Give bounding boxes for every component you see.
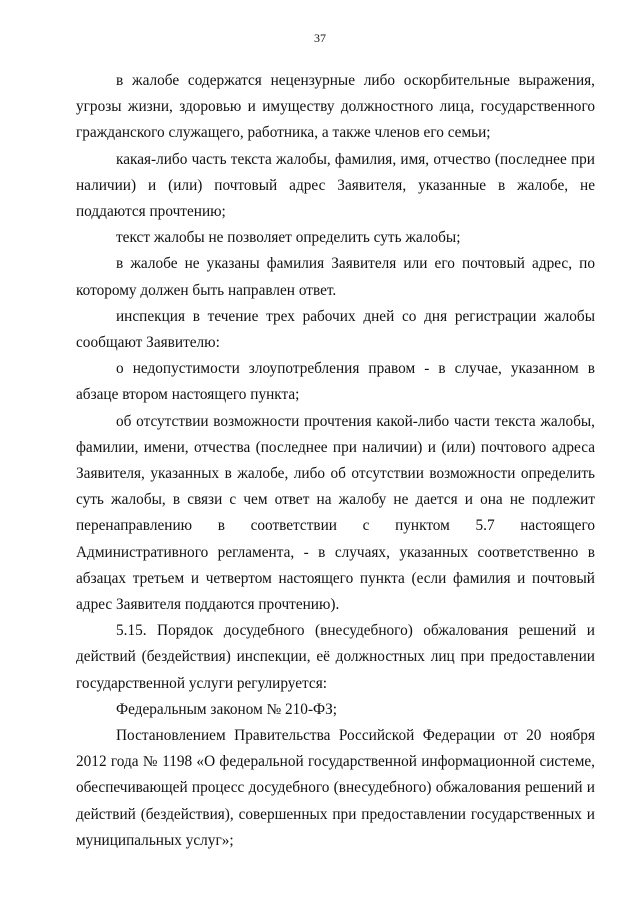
paragraph-government-resolution: Постановлением Правительства Российской Федерации от 20 ноября 2012 года № 1198 «О федеральной государственной информационной системе, обеспечивающей процесс досудебного (внесудебного) обжалования решений и действий (бездействия), совершенных при предоставлении государственных и муниципальных услуг»; xyxy=(76,727,595,849)
paragraph-missing-name-address: в жалобе не указаны фамилия Заявителя или его почтовый адрес, по которому должен быть направлен ответ. xyxy=(76,255,595,299)
paragraph-unreadable-text: какая-либо часть текста жалобы, фамилия, имя, отчество (последнее при наличии) и (или) почтовый адрес Заявителя, указанные в жалобе, не поддаются прочтению; xyxy=(76,150,595,221)
page-number: 37 xyxy=(314,31,326,45)
paragraph-federal-law: Федеральным законом № 210-ФЗ; xyxy=(116,700,338,718)
paragraph-no-reading-possibility: об отсутствии возможности прочтения какой-либо части текста жалобы, фамилии, имени, отчества (последнее при наличии) и (или) почтового адреса Заявителя, указанных в жалобе, либо об отсутствии возможности определить суть жалобы, в связи с чем ответ на жалобу не дается и она не подлежит перенаправлению в соответствии с пунктом 5.7 настоящего Административного регламента, - в случаях, указанных соответственно в абзацах третьем и четвертом настоящего пункта (если фамилия и почтовый адрес Заявителя поддаются прочтению). xyxy=(76,412,595,614)
document-body xyxy=(76,68,595,854)
paragraph-undefined-essence: текст жалобы не позволяет определить суть жалобы; xyxy=(116,229,461,247)
paragraph-section-5-15: 5.15. Порядок досудебного (внесудебного) обжалования решений и действий (бездействия) инспекции, её должностных лиц при предоставлении государственной услуги регулируется: xyxy=(76,622,595,692)
paragraph-abuse-of-right: о недопустимости злоупотребления правом - в случае, указанном в абзаце втором настоящего пункта; xyxy=(76,360,595,404)
paragraph-inspection-notifies: инспекция в течение трех рабочих дней со дня регистрации жалобы сообщают Заявителю: xyxy=(76,307,595,352)
paragraph-obscene-language: в жалобе содержатся нецензурные либо оскорбительные выражения, угрозы жизни, здоровью и имуществу должностного лица, государственного гражданского служащего, работника, а также членов его семьи; xyxy=(76,72,595,142)
